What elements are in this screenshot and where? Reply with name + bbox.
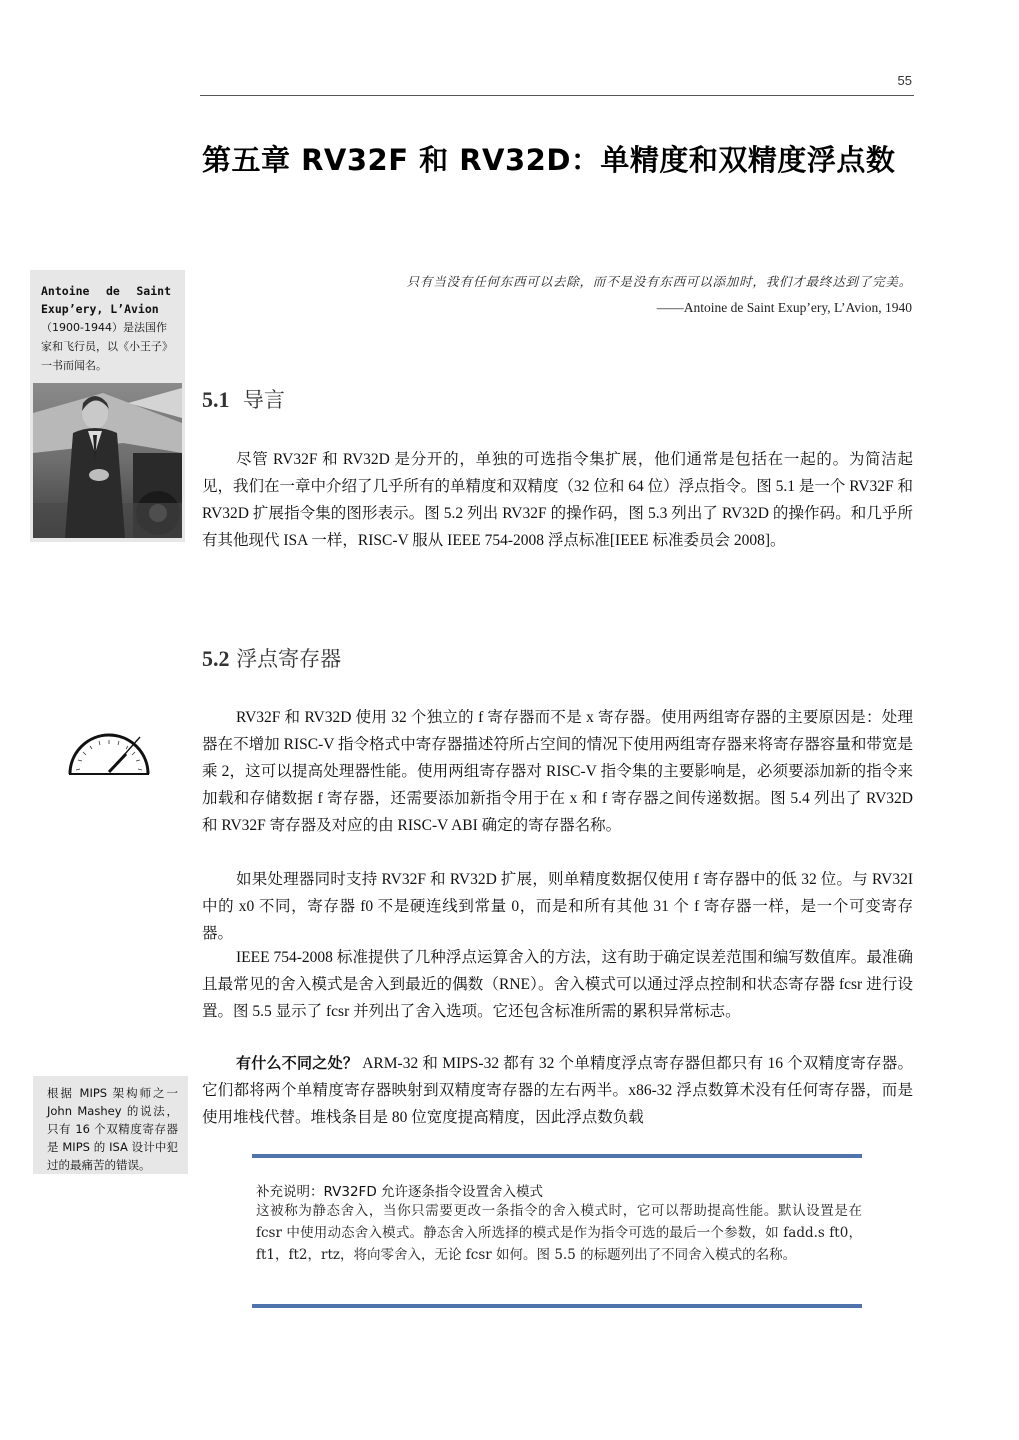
epigraph xyxy=(200,272,912,316)
section-heading-intro xyxy=(202,384,285,414)
box-top-rule xyxy=(252,1154,862,1158)
epigraph-quote: 只有当没有任何东西可以去除，而不是没有东西可以添加时，我们才最终达到了完美。 xyxy=(406,274,912,289)
paragraph-registers-4 xyxy=(202,1050,913,1131)
note-text: 根据 MIPS 架构师之一 John Mashey 的说法，只有 16 个双精度寄存器是 MIPS 的 ISA 设计中犯过的最痛苦的错误。 xyxy=(47,1086,178,1172)
sidebar-note xyxy=(33,1076,188,1174)
bio-description: （1900-1944）是法国作家和飞行员，以《小王子》一书而闻名。 xyxy=(41,321,168,372)
paragraph-registers-2: 如果处理器同时支持 RV32F 和 RV32D 扩展，则单精度数据仅使用 f 寄存器中的低 32 位。与 RV32I 中的 x0 不同，寄存器 f0 不是硬连线到常量 0，而是和所有其他 31 个 f 寄存器一样，是一个可变寄存器。 xyxy=(202,871,913,942)
box-title: 补充说明：RV32FD 允许逐条指令设置舍入模式 xyxy=(256,1184,544,1200)
section-heading-registers xyxy=(202,643,341,673)
portrait-photo xyxy=(33,383,182,538)
section-number-registers: 5.2 xyxy=(202,646,230,671)
paragraph-registers-1: RV32F 和 RV32D 使用 32 个独立的 f 寄存器而不是 x 寄存器。使用两组寄存器的主要原因是：处理器在不增加 RISC-V 指令格式中寄存器描述符所占空间的情况下使用两组寄存器来将寄存器容量和带宽是乘 2，这可以提高处理器性能。使用两组寄存器对 RISC-V 指令集的主要影响是，必须要添加新的指令来加载和存储数据 f 寄存器，还需要添加新指令用于在 x 和 f 寄存器之间传递数据。图 5.4 列出了 RV32D 和 RV32F 寄存器及对应的由 RISC-V ABI 确定的寄存器名称。 xyxy=(202,709,913,834)
bio-name-line2: Exup’ery, L’Avion xyxy=(41,302,159,316)
speedometer-icon xyxy=(66,730,152,778)
epigraph-source: ——Antoine de Saint Exup’ery, L’Avion, 1940 xyxy=(656,300,912,315)
section-title-intro: 导言 xyxy=(242,388,285,412)
bio-text xyxy=(41,282,171,375)
box-bottom-rule xyxy=(252,1304,862,1308)
bio-name-line1: Antoine de Saint xyxy=(41,284,171,298)
section-title-registers: 浮点寄存器 xyxy=(236,647,342,671)
paragraph-lead: 有什么不同之处？ xyxy=(236,1054,359,1072)
sidebar-bio xyxy=(30,270,185,542)
paragraph-registers-4-text: ARM-32 和 MIPS-32 都有 32 个单精度浮点寄存器但都只有 16 个双精度寄存器。它们都将两个单精度寄存器映射到双精度寄存器的左右两半。x86-32 浮点数算术没有任何寄存器，而是使用堆栈代替。堆栈条目是 80 位宽度提高精度，因此浮点数负载 xyxy=(202,1055,913,1126)
paragraph-registers-3: IEEE 754-2008 标准提供了几种浮点运算舍入的方法，这有助于确定误差范围和编写数值库。最准确且最常见的舍入模式是舍入到最近的偶数（RNE）。舍入模式可以通过浮点控制和状态寄存器 fcsr 进行设置。图 5.5 显示了 fcsr 并列出了舍入选项。它还包含标准所需的累积异常标志。 xyxy=(202,949,913,1020)
box-body: 这被称为静态舍入，当你只需要更改一条指令的舍入模式时，它可以帮助提高性能。默认设置是在 fcsr 中使用动态舍入模式。静态舍入所选择的模式是作为指令可选的最后一个参数，如 fadd.s ft0，ft1，ft2，rtz，将向零舍入，无论 fcsr 如何。图 5.5 的标题列出了不同舍入模式的名称。 xyxy=(256,1203,862,1263)
section-number-intro: 5.1 xyxy=(202,387,230,412)
page-number: 55 xyxy=(897,73,912,88)
paragraph-intro: 尽管 RV32F 和 RV32D 是分开的，单独的可选指令集扩展，他们通常是包括在一起的。为简洁起见，我们在一章中介绍了几乎所有的单精度和双精度（32 位和 64 位）浮点指令。图 5.1 是一个 RV32F 和 RV32D 扩展指令集的图形表示。图 5.2 列出 RV32F 的操作码，图 5.3 列出了 RV32D 的操作码。和几乎所有其他现代 ISA 一样，RISC-V 服从 IEEE 754-2008 浮点标准[IEEE 标准委员会 2008]。 xyxy=(202,451,913,549)
header-rule xyxy=(200,95,914,96)
chapter-title: 第五章 RV32F 和 RV32D：单精度和双精度浮点数 xyxy=(202,143,896,177)
